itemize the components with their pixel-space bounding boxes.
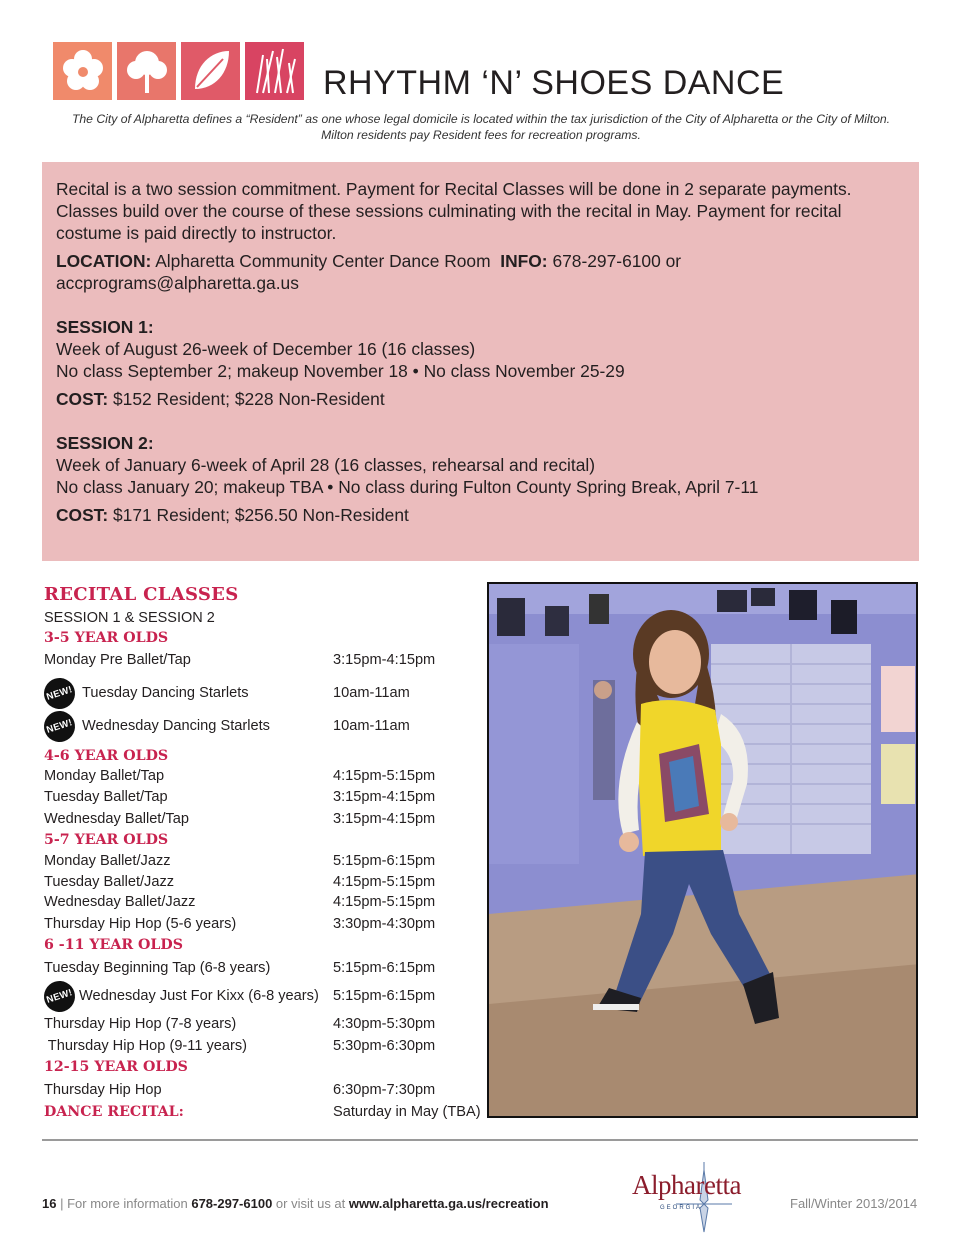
session1-cost-value: $152 Resident; $228 Non-Resident bbox=[113, 389, 385, 409]
session2-notes: No class January 20; makeup TBA • No class during Fulton County Spring Break, April 7-11 bbox=[56, 477, 759, 497]
class-time: 3:15pm-4:15pm bbox=[333, 811, 436, 827]
new-badge: NEW! bbox=[40, 674, 79, 713]
footer-phone[interactable]: 678-297-6100 bbox=[191, 1196, 273, 1211]
class-time: 5:30pm-6:30pm bbox=[333, 1038, 436, 1054]
logo-subtitle: GEORGIA bbox=[660, 1205, 703, 1211]
class-name: Thursday Hip Hop (7-8 years) bbox=[44, 1016, 237, 1032]
class-row bbox=[44, 853, 484, 873]
class-name: Monday Ballet/Jazz bbox=[44, 853, 171, 869]
class-time: 3:30pm-4:30pm bbox=[333, 916, 436, 932]
group-4-6-label: 4-6 YEAR OLDS bbox=[44, 748, 169, 764]
session2-label: SESSION 2: bbox=[56, 433, 154, 453]
grass-icon bbox=[245, 42, 304, 100]
location-line bbox=[56, 250, 905, 294]
class-name: Thursday Hip Hop (5-6 years) bbox=[44, 916, 237, 932]
alpharetta-logo: Alpharetta bbox=[632, 1170, 741, 1200]
class-row bbox=[44, 874, 484, 894]
class-row bbox=[44, 1082, 484, 1102]
class-name: Monday Ballet/Tap bbox=[44, 768, 165, 784]
class-time: 10am-11am bbox=[333, 685, 410, 701]
group-5-7-label: 5-7 YEAR OLDS bbox=[44, 832, 169, 848]
flower-icon bbox=[53, 42, 112, 100]
footer-sep: | bbox=[56, 1196, 68, 1211]
class-row bbox=[44, 988, 484, 1008]
class-time: 3:15pm-4:15pm bbox=[333, 789, 436, 805]
dance-recital-value: Saturday in May (TBA) bbox=[333, 1104, 481, 1120]
class-row bbox=[44, 768, 484, 788]
group-12-15-label: 12-15 YEAR OLDS bbox=[44, 1059, 188, 1075]
resident-disclaimer: The City of Alpharetta defines a “Resident” as one whose legal domicile is located within the tax jurisdiction of the City of Alpharetta or the City of Milton. Milton residents pay Resident fees for recreation programs. bbox=[71, 112, 891, 142]
session2-dates: Week of January 6-week of April 28 (16 classes, rehearsal and recital) bbox=[56, 455, 596, 475]
recital-classes-subtitle: SESSION 1 & SESSION 2 bbox=[44, 610, 215, 626]
class-row bbox=[44, 894, 484, 914]
class-row bbox=[44, 789, 484, 809]
page-number: 16 bbox=[42, 1196, 57, 1211]
group-3-5-label: 3-5 YEAR OLDS bbox=[44, 630, 169, 646]
footer-url[interactable]: www.alpharetta.ga.us/recreation bbox=[348, 1196, 549, 1211]
recital-intro: Recital is a two session commitment. Payment for Recital Classes will be done in 2 separate payments. Classes build over the course of these sessions culminating with the recital in May. Payment for recital costume is paid directly to instructor. bbox=[56, 179, 852, 243]
recital-classes-title: RECITAL CLASSES bbox=[44, 584, 239, 605]
dance-recital-label: DANCE RECITAL: bbox=[44, 1104, 184, 1120]
session2-cost-label: COST: bbox=[56, 505, 109, 525]
class-name: Tuesday Dancing Starlets bbox=[82, 685, 249, 701]
class-time: 5:15pm-6:15pm bbox=[333, 988, 436, 1004]
location-value: Alpharetta Community Center Dance Room bbox=[155, 251, 491, 271]
class-row bbox=[44, 685, 484, 705]
class-name: Thursday Hip Hop bbox=[44, 1082, 162, 1098]
class-row bbox=[44, 1038, 484, 1058]
class-name: Thursday Hip Hop (9-11 years) bbox=[44, 1038, 248, 1054]
session1-dates: Week of August 26-week of December 16 (16 classes) bbox=[56, 339, 476, 359]
class-row bbox=[44, 652, 484, 672]
class-name: Tuesday Beginning Tap (6-8 years) bbox=[44, 960, 271, 976]
footer-pre: For more information bbox=[67, 1196, 192, 1211]
season-label: Fall/Winter 2013/2014 bbox=[790, 1196, 918, 1211]
session2-cost-value: $171 Resident; $256.50 Non-Resident bbox=[113, 505, 409, 525]
footer-divider bbox=[42, 1139, 918, 1141]
class-name: Wednesday Ballet/Jazz bbox=[44, 894, 196, 910]
group-6-11-label: 6 -11 YEAR OLDS bbox=[44, 937, 183, 953]
class-row bbox=[44, 916, 484, 936]
class-row bbox=[44, 718, 484, 738]
session2-cost bbox=[56, 504, 905, 526]
class-name: Wednesday Ballet/Tap bbox=[44, 811, 189, 827]
header-icons bbox=[53, 42, 304, 100]
recital-info-box bbox=[42, 162, 919, 561]
footer-mid: or visit us at bbox=[272, 1196, 349, 1211]
session1-cost-label: COST: bbox=[56, 389, 109, 409]
class-row bbox=[44, 811, 484, 831]
class-row bbox=[44, 1016, 484, 1036]
session1-cost bbox=[56, 388, 905, 410]
class-name: Tuesday Ballet/Tap bbox=[44, 789, 168, 805]
footer-info bbox=[42, 1196, 549, 1211]
leaf-icon bbox=[181, 42, 240, 100]
class-time: 3:15pm-4:15pm bbox=[333, 652, 436, 668]
session1-notes: No class September 2; makeup November 18 • No class November 25-29 bbox=[56, 361, 625, 381]
info-value[interactable]: 678-297-6100 or accprograms@alpharetta.ga.us bbox=[56, 251, 682, 293]
class-time: 5:15pm-6:15pm bbox=[333, 853, 436, 869]
class-name: Wednesday Just For Kixx (6-8 years) bbox=[79, 988, 319, 1004]
session1-label: SESSION 1: bbox=[56, 317, 154, 337]
class-time: 4:30pm-5:30pm bbox=[333, 1016, 436, 1032]
tree-icon bbox=[117, 42, 176, 100]
class-name: Wednesday Dancing Starlets bbox=[82, 718, 270, 734]
class-time: 4:15pm-5:15pm bbox=[333, 894, 436, 910]
class-time: 4:15pm-5:15pm bbox=[333, 874, 436, 890]
class-name: Monday Pre Ballet/Tap bbox=[44, 652, 191, 668]
class-time: 5:15pm-6:15pm bbox=[333, 960, 436, 976]
location-label: LOCATION: bbox=[56, 251, 152, 271]
new-badge: NEW! bbox=[40, 977, 79, 1016]
dancer-photo bbox=[487, 582, 918, 1118]
class-time: 6:30pm-7:30pm bbox=[333, 1082, 436, 1098]
class-time: 10am-11am bbox=[333, 718, 410, 734]
class-time: 4:15pm-5:15pm bbox=[333, 768, 436, 784]
info-label: INFO: bbox=[500, 251, 548, 271]
new-badge: NEW! bbox=[40, 707, 79, 746]
class-name: Tuesday Ballet/Jazz bbox=[44, 874, 175, 890]
page-title: RHYTHM ‘N’ SHOES DANCE bbox=[323, 64, 785, 102]
class-row bbox=[44, 960, 484, 980]
